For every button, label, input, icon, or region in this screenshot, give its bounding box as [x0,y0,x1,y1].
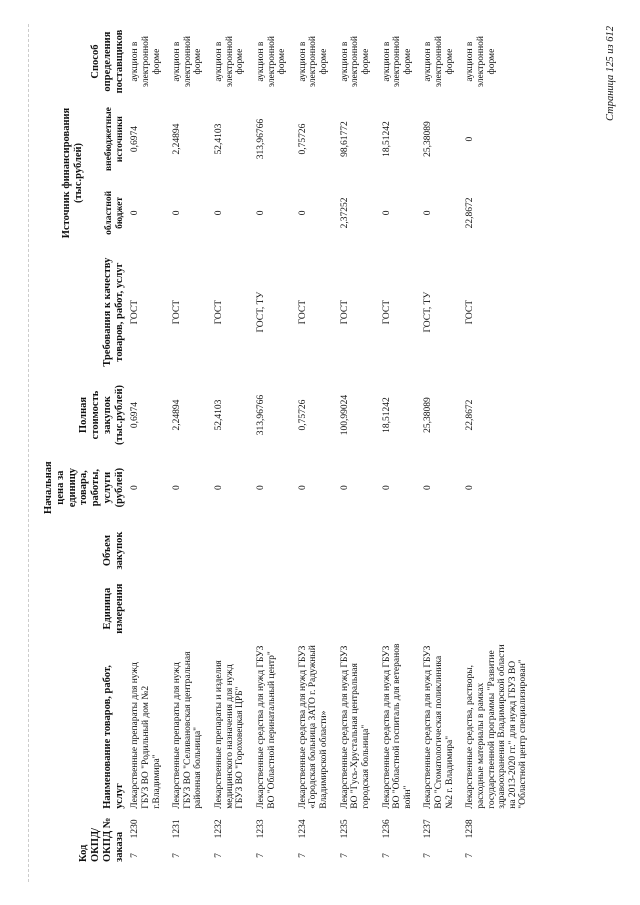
cell-okpd: 7 [339,853,350,858]
cell-funding-regional: 0 [172,210,183,216]
cell-order-number: 1230 [130,819,141,839]
cell-item-name: Лекарственные средства для нужд ГБУЗ ВО "Стоматологическая поликлиника №2 г. Владимира" [423,645,455,809]
cell-volume [255,523,297,579]
header-unit-price: Начальная цена за единицу товара, работы, услуги (рублей) [43,461,125,514]
table-row [339,24,381,864]
cell-unit-price: 0 [297,485,308,490]
header-code: Код ОКПД/ ОКПД № заказа [78,817,125,862]
cell-unit [422,578,464,639]
cell-funding-extra: 0,75726 [297,123,308,155]
cell-funding-extra: 18,51242 [381,121,392,157]
cell-funding-extra: 98,61772 [339,121,350,157]
cell-okpd: 7 [255,853,266,858]
table-row [422,24,464,864]
header-funding-regional: областной бюджет [104,190,125,235]
cell-funding-extra: 25,38089 [423,121,434,157]
cell-requirements: ГОСТ [381,299,392,325]
cell-okpd: 7 [381,853,392,858]
header-total: Полная стоимость закупок (тыс.рублей) [78,385,125,446]
cell-funding-extra: 0,6974 [130,126,141,153]
cell-method: аукцион в электронной форме [423,36,455,88]
cell-funding-regional: 0 [255,210,266,216]
table-row [255,24,297,864]
cell-item-name: Лекарственные препараты для нужд ГБУЗ ВО "Селивановская центральная районная больница" [172,651,204,809]
header-requirements: Требования к качеству товаров, работ, услуг [101,257,125,367]
cell-funding-regional: 0 [297,210,308,216]
cell-okpd: 7 [172,853,183,858]
cell-order-number: 1233 [255,819,266,839]
header-row [42,24,88,864]
cell-order-number: 1232 [214,819,224,839]
table-row [213,24,255,864]
cell-unit-price: 0 [214,485,224,490]
cell-unit-price: 0 [172,485,183,490]
cell-method: аукцион в электронной форме [297,36,329,88]
cell-funding-regional: 0 [130,210,141,216]
cell-item-name: Лекарственные препараты для нужд ГБУЗ ВО "Родильный дом №2 г.Владимира" [130,662,162,809]
header-method: Способ определения поставщиков [90,29,125,94]
cell-funding-extra: 313,96766 [255,118,266,160]
cell-total: 100,99024 [339,394,350,436]
cell-item-name: Лекарственные средства для нужд ГБУЗ «Городская больница ЗАТО г. Радужный Владимирской области» [297,645,329,809]
cell-volume [339,523,381,579]
header-volume: Объем закупок [101,531,125,570]
cell-funding-regional: 0 [423,210,434,216]
cell-total: 2,24894 [172,399,183,431]
cell-requirements: ГОСТ [297,299,308,325]
table-row [297,24,339,864]
cell-requirements: ГОСТ [130,299,141,325]
cell-funding-regional: 2,37252 [339,197,350,229]
cell-funding-extra: 2,24894 [172,123,183,155]
cell-unit [297,578,339,639]
cell-okpd: 7 [465,853,476,858]
cell-volume [422,523,464,579]
cell-funding-extra: 52,4103 [214,123,224,155]
cell-requirements: ГОСТ [339,299,350,325]
cell-funding-regional: 0 [381,210,392,216]
table-row [129,24,171,864]
cell-requirements: ГОСТ, ТУ [255,291,266,333]
cell-total: 313,96766 [255,394,266,436]
cell-total: 22,8672 [465,399,476,431]
cell-method: аукцион в электронной форме [130,36,162,88]
cell-item-name: Лекарственные средства для нужд ГБУЗ ВО "Областной госпиталь для ветеранов войн" [381,643,413,809]
cell-okpd: 7 [214,853,224,858]
table-row [381,24,423,864]
cell-okpd: 7 [297,853,308,858]
cell-unit [339,578,381,639]
cell-unit [255,578,297,639]
cell-total: 0,75726 [297,399,308,431]
cell-volume [381,523,423,579]
cell-item-name: Лекарственные средства для нужд ГБУЗ ВО "Гусь-Хрустальная центральная городская больница" [339,645,371,809]
cell-unit [381,578,423,639]
table-row [464,24,538,864]
cell-unit [464,578,538,639]
cell-funding-regional: 0 [214,210,224,216]
header-rule [28,24,29,882]
cell-requirements: ГОСТ, ТУ [423,291,434,333]
cell-total: 0,6974 [130,401,141,429]
cell-method: аукцион в электронной форме [465,36,497,88]
cell-unit-price: 0 [381,485,392,490]
cell-item-name: Лекарственные средства, растворы, расходные материалы в рамках государственной программы "Развитие здравоохранения Владимирской области на 2013-2020 гг." для нужд ГБУЗ ВО "Областной центр специализирован" [465,644,529,809]
cell-method: аукцион в электронной форме [255,36,288,88]
table-row [171,24,213,864]
cell-method: аукцион в электронной форме [339,36,371,88]
cell-order-number: 1231 [172,819,183,839]
cell-unit-price: 0 [130,485,141,490]
cell-order-number: 1238 [465,819,476,839]
cell-method: аукцион в электронной форме [172,36,204,88]
cell-funding-regional: 22,8672 [465,197,476,229]
cell-item-name: Лекарственные препараты и изделия медицинского назначения для нужд ГБУЗ ВО "Гороховецкая ЦРБ" [214,660,246,809]
cell-unit-price: 0 [255,485,266,490]
cell-unit-price: 0 [339,485,350,490]
page-number: Страница 125 из 612 [605,26,616,122]
cell-method: аукцион в электронной форме [214,36,246,88]
cell-total: 18,51242 [381,397,392,433]
header-unit: Единица измерения [101,583,125,634]
cell-total: 52,4103 [214,399,224,431]
cell-order-number: 1236 [381,819,392,839]
cell-item-name: Лекарственные средства для нужд ГБУЗ ВО "Областной перинатальный центр" [255,645,277,809]
header-funding-extra: внебюджетные источники [104,107,125,172]
procurement-table [42,24,538,864]
header-funding: Источник финансирования (тыс.рублей) [60,107,84,239]
cell-unit [129,578,171,639]
cell-volume [464,523,538,579]
cell-method: аукцион в электронной форме [381,36,413,88]
cell-order-number: 1237 [423,819,434,839]
cell-unit [171,578,213,639]
rotated-page [20,22,620,882]
header-name: Наименование товаров, работ, услуг [101,665,125,809]
cell-okpd: 7 [423,853,434,858]
cell-volume [129,523,171,579]
cell-volume [297,523,339,579]
cell-requirements: ГОСТ [214,299,224,325]
cell-funding-extra: 0 [465,136,476,142]
cell-volume [171,523,213,579]
cell-order-number: 1235 [339,819,350,839]
cell-order-number: 1234 [297,819,308,839]
cell-unit [213,578,255,639]
cell-unit-price: 0 [465,485,476,490]
cell-requirements: ГОСТ [465,299,476,325]
table-body [129,24,538,864]
cell-unit-price: 0 [423,485,434,490]
cell-volume [213,523,255,579]
cell-requirements: ГОСТ [172,299,183,325]
cell-total: 25,38089 [423,397,434,433]
cell-okpd: 7 [130,853,141,858]
